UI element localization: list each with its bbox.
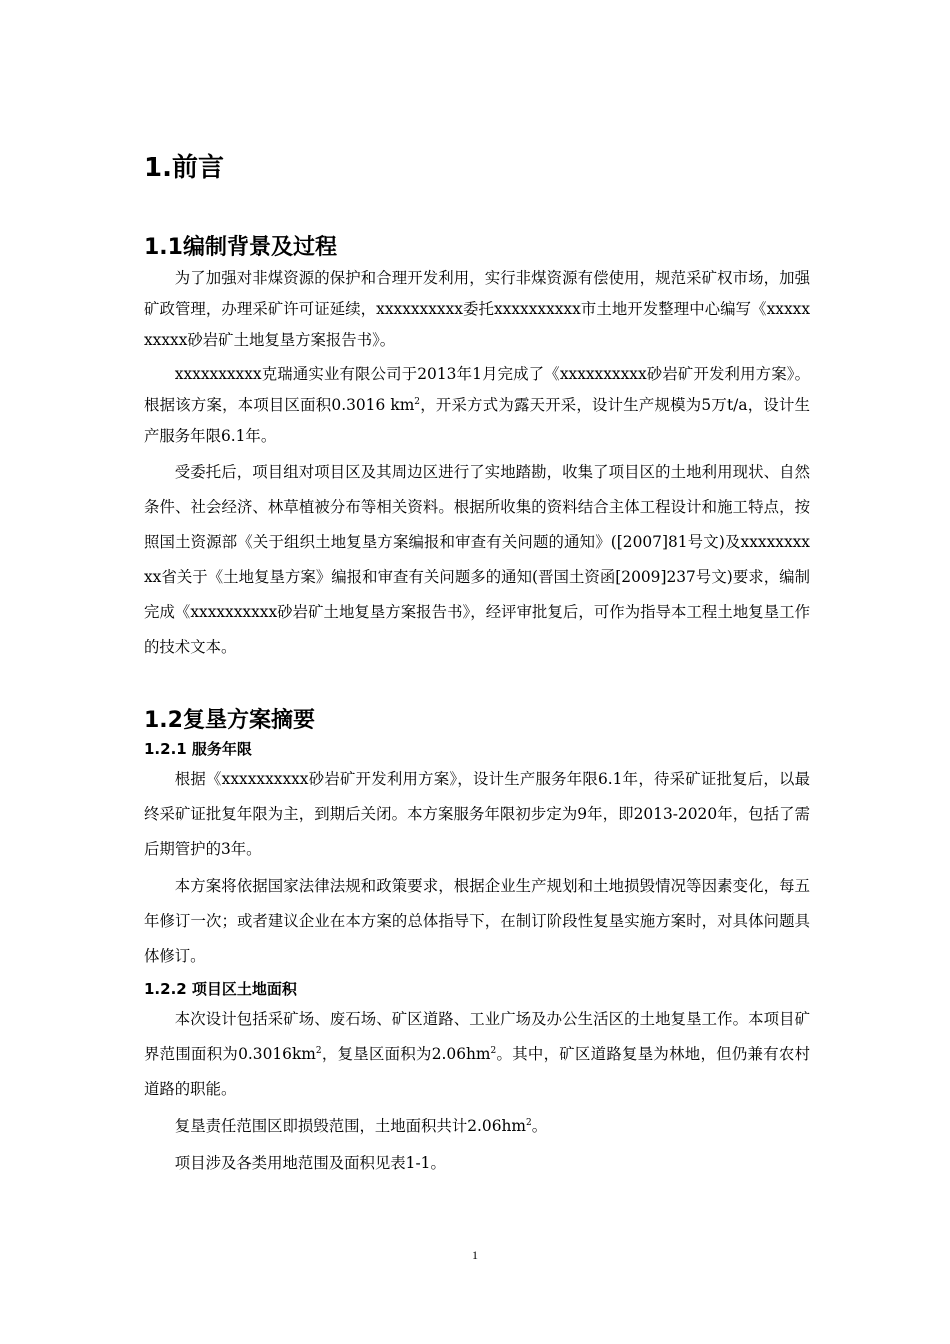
section-1-1 xyxy=(144,233,810,665)
text-run: ，开采方式为露天开采，设计生产规模为5万t/a，设计生产服务年限6.1年。 xyxy=(144,396,810,445)
section-1-2 xyxy=(144,706,810,1181)
paragraph xyxy=(144,359,810,452)
page-number: 1 xyxy=(472,1248,478,1262)
text-run: 复垦责任范围区即损毁范围，土地面积共计2.06hm xyxy=(174,1117,526,1135)
paragraph xyxy=(144,1109,810,1144)
text-run: ，复垦区面积为2.06hm xyxy=(321,1045,491,1063)
section-title: 1.1编制背景及过程 xyxy=(144,235,337,260)
text-run: 本次设计包括采矿场、废石场、矿区道路、工业广场及办公生活区的土地复垦工作。本项目矿界范围面积为0.3016km xyxy=(144,1010,810,1063)
subsection-title: 1.2.1 服务年限 xyxy=(144,740,252,758)
chapter-title: 1.前言 xyxy=(144,153,224,183)
section-title: 1.2复垦方案摘要 xyxy=(144,708,315,733)
paragraph: 根据《xxxxxxxxxx砂岩矿开发利用方案》，设计生产服务年限6.1年，待采矿证批复后，以最终采矿证批复年限为主，到期后关闭。本方案服务年限初步定为9年，即2013-2020年，包括了需后期管护的3年。 xyxy=(144,770,810,858)
superscript: 2 xyxy=(490,1045,497,1056)
subsection-title: 1.2.2 项目区土地面积 xyxy=(144,980,297,998)
paragraph: 本方案将依据国家法律法规和政策要求，根据企业生产规划和土地损毁情况等因素变化，每五年修订一次；或者建议企业在本方案的总体指导下，在制订阶段性复垦实施方案时，对具体问题具体修订。 xyxy=(144,877,810,965)
superscript: 2 xyxy=(414,396,421,407)
text-run: 。其中，矿区道路复垦为林地，但仍兼有农村道路的职能。 xyxy=(144,1045,810,1098)
text-run: xxxxxxxxxx克瑞通实业有限公司于2013年1月完成了《xxxxxxxxxx砂岩矿开发利用方案》。根据该方案，本项目区面积0.3016 km xyxy=(144,365,810,414)
paragraph: 受委托后，项目组对项目区及其周边区进行了实地踏勘，收集了项目区的土地利用现状、自然条件、社会经济、林草植被分布等相关资料。根据所收集的资料结合主体工程设计和施工特点，按照国土资源部《关于组织土地复垦方案编报和审查有关问题的通知》([2007]81号文)及xxxxxxxxxx省关于《土地复垦方案》编报和审查有关问题多的通知(晋国土资函[2009]237号文)要求，编制完成《xxxxxxxxxx砂岩矿土地复垦方案报告书》，经评审批复后，可作为指导本工程土地复垦工作的技术文本。 xyxy=(144,463,811,656)
paragraph: 项目涉及各类用地范围及面积见表1-1。 xyxy=(174,1154,446,1172)
paragraph: 为了加强对非煤资源的保护和合理开发利用，实行非煤资源有偿使用，规范采矿权市场，加强矿政管理，办理采矿许可证延续，xxxxxxxxxx委托xxxxxxxxxx市土地开发整理中心编写《xxxxxxxxxx砂岩矿土地复垦方案报告书》。 xyxy=(144,269,810,349)
subsection-1-2-1 xyxy=(144,738,810,974)
superscript: 2 xyxy=(526,1117,532,1128)
paragraph xyxy=(144,1002,810,1107)
text-run: 。 xyxy=(531,1117,548,1135)
superscript: 2 xyxy=(315,1045,322,1056)
subsection-1-2-2 xyxy=(144,978,810,1181)
